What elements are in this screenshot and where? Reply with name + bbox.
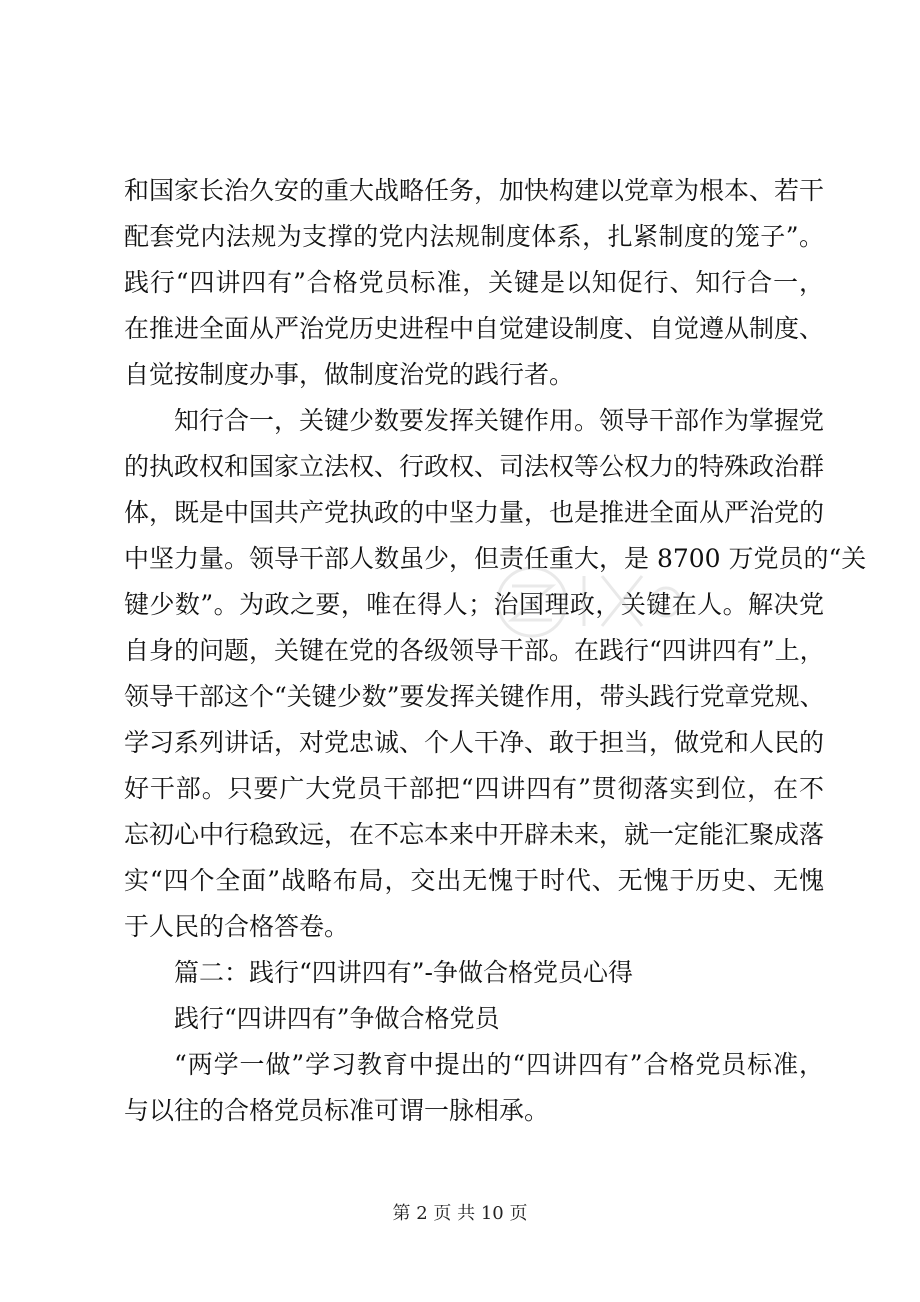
body-line: 自身的问题，关键在党的各级领导干部。在践行“四讲四有”上，	[124, 636, 825, 665]
body-line: 领导干部这个“关键少数”要发挥关键作用，带头践行党章党规、	[124, 682, 825, 711]
body-line: 学习系列讲话，对党忠诚、个人干净、敢于担当，做党和人民的	[124, 728, 825, 757]
body-line: 忘初心中行稳致远，在不忘本来中开辟未来，就一定能汇聚成落	[124, 820, 825, 849]
paragraph-first-line: “两学一做”学习教育中提出的“四讲四有”合格党员标准，	[174, 1050, 824, 1079]
body-line: 与以往的合格党员标准可谓一脉相承。	[124, 1096, 550, 1125]
paragraph-first-line: 知行合一，关键少数要发挥关键作用。领导干部作为掌握党	[174, 406, 825, 435]
body-line: 键少数”。为政之要，唯在得人；治国理政，关键在人。解决党	[124, 590, 824, 619]
body-line: 体，既是中国共产党执政的中坚力量，也是推进全面从严治党的	[124, 498, 825, 527]
body-line: 于人民的合格答卷。	[124, 912, 350, 941]
body-line: 践行“四讲四有”合格党员标准，关键是以知促行、知行合一，	[124, 268, 824, 297]
section-heading: 篇二：践行“四讲四有”-争做合格党员心得	[174, 958, 634, 987]
body-line: 好干部。只要广大党员干部把“四讲四有”贯彻落实到位，在不	[124, 774, 824, 803]
document-body	[124, 168, 867, 1134]
page-footer: 第 2 页 共 10 页	[392, 1203, 528, 1224]
body-line: 自觉按制度办事，做制度治党的践行者。	[124, 360, 575, 389]
article-title: 践行“四讲四有”争做合格党员	[174, 1004, 500, 1033]
body-line: 中坚力量。领导干部人数虽少，但责任重大，是 8700 万党员的“关	[124, 544, 867, 573]
body-line: 在推进全面从严治党历史进程中自觉建设制度、自觉遵从制度、	[124, 314, 825, 343]
body-line: 的执政权和国家立法权、行政权、司法权等公权力的特殊政治群	[124, 452, 825, 481]
body-line: 配套党内法规为支撑的党内法规制度体系，扎紧制度的笼子”。	[124, 222, 824, 251]
body-line: 和国家长治久安的重大战略任务，加快构建以党章为根本、若干	[124, 176, 825, 205]
body-line: 实“四个全面”战略布局，交出无愧于时代、无愧于历史、无愧	[124, 866, 824, 895]
